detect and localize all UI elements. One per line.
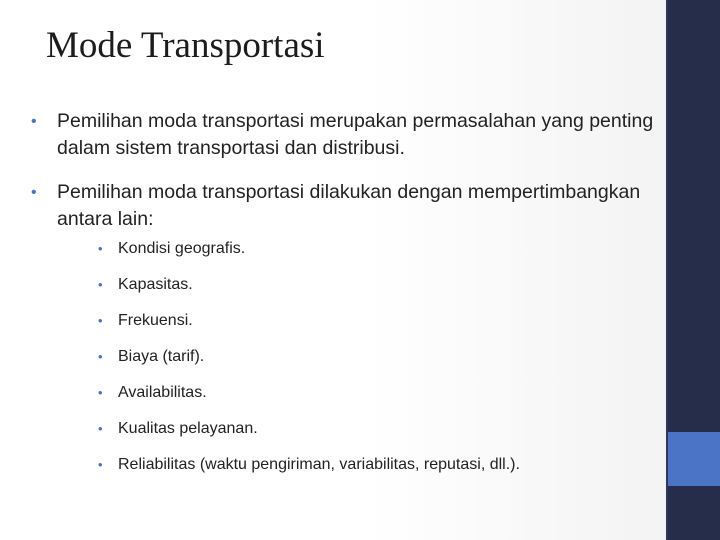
- sub-bullet-item: [57, 311, 655, 347]
- sub-bullet-dot-icon: •: [98, 421, 103, 436]
- bullet-text: Pemilihan moda transportasi merupakan permasalahan yang penting dalam sistem transportasi dan distribusi.: [57, 110, 654, 159]
- sub-bullet-dot-icon: •: [98, 385, 103, 400]
- sub-bullet-dot-icon: •: [98, 313, 103, 328]
- sub-bullet-dot-icon: •: [98, 241, 103, 256]
- sub-bullet-item: [57, 419, 655, 455]
- sub-bullet-text: Reliabilitas (waktu pengiriman, variabilitas, reputasi, dll.).: [118, 456, 520, 473]
- sub-bullet-text: Frekuensi.: [118, 312, 193, 329]
- sub-bullet-text: Availabilitas.: [118, 384, 207, 401]
- sub-bullet-item: [57, 347, 655, 383]
- bullet-item: [30, 179, 655, 491]
- sub-bullet-text: Kualitas pelayanan.: [118, 420, 258, 437]
- slide-title: Mode Transportasi: [46, 25, 325, 66]
- sub-bullet-text: Kapasitas.: [118, 276, 193, 293]
- sub-bullet-item: [57, 455, 655, 491]
- bullet-item: [30, 108, 655, 162]
- sub-bullet-list: [57, 239, 655, 491]
- bullet-dot-icon: •: [31, 113, 37, 130]
- sub-bullet-text: Kondisi geografis.: [118, 240, 246, 257]
- sub-bullet-item: [57, 239, 655, 275]
- bullet-text: Pemilihan moda transportasi dilakukan dengan mempertimbangkan antara lain:: [57, 181, 641, 230]
- sub-bullet-dot-icon: •: [98, 349, 103, 364]
- sidebar-accent-block: [668, 432, 720, 486]
- sub-bullet-dot-icon: •: [98, 277, 103, 292]
- sub-bullet-item: [57, 275, 655, 311]
- slide-content: [30, 108, 655, 508]
- sub-bullet-text: Biaya (tarif).: [118, 348, 205, 365]
- sub-bullet-item: [57, 383, 655, 419]
- bullet-dot-icon: •: [31, 184, 37, 201]
- sub-bullet-dot-icon: •: [98, 457, 103, 472]
